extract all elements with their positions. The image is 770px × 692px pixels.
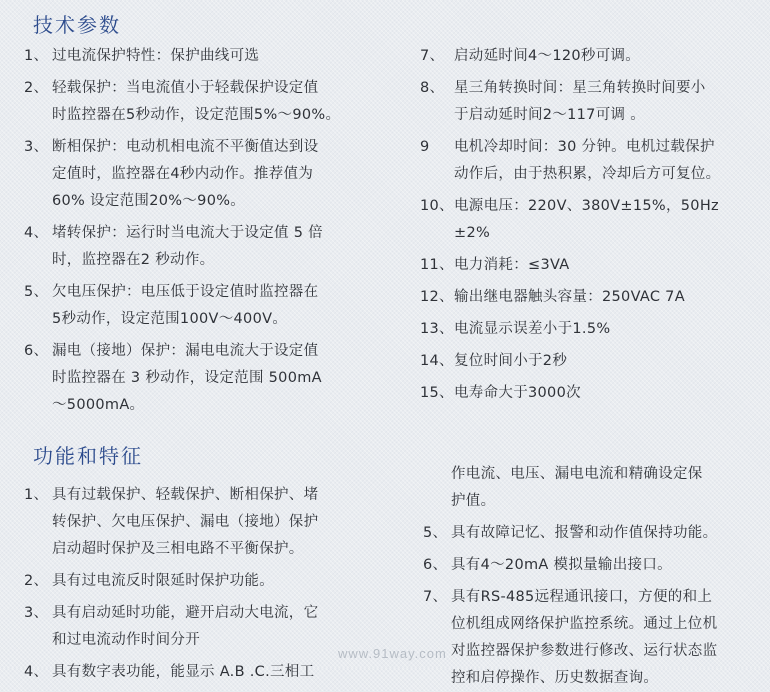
item-text: 电力消耗：≤3VA — [454, 257, 570, 273]
item-continuation-line — [423, 638, 765, 665]
item-first-line — [420, 75, 765, 102]
item-first-line — [423, 461, 765, 488]
item-text: 具有过电流反时限延时保护功能。 — [52, 573, 274, 589]
item-continuation-line — [24, 536, 409, 563]
item-text: 启动延时间4～120秒可调。 — [454, 48, 641, 64]
item-text: 具有过载保护、轻载保护、断相保护、堵 — [52, 487, 319, 503]
item-text: 60% 设定范围20%～90%。 — [52, 193, 246, 209]
item-continuation-line — [24, 102, 404, 129]
item-number: 1、 — [24, 48, 49, 64]
item-number: 12、 — [420, 289, 454, 305]
item-first-line — [24, 600, 409, 627]
list-item — [24, 568, 409, 595]
item-text: 电机冷却时间：30 分钟。电机过载保护 — [454, 139, 715, 155]
item-text: 堵转保护：运行时当电流大于设定值 5 倍 — [52, 225, 323, 241]
item-continuation-line — [24, 306, 404, 333]
section-title-features: 功能和特征 — [33, 444, 143, 468]
item-first-line — [420, 316, 765, 343]
item-continuation-line — [423, 611, 765, 638]
list-item — [24, 134, 404, 215]
item-continuation-line — [24, 365, 404, 392]
item-text: 漏电（接地）保护：漏电电流大于设定值 — [52, 343, 319, 359]
item-continuation-line — [24, 188, 404, 215]
item-text: ～5000mA。 — [52, 397, 145, 413]
item-text: 对监控器保护参数进行修改、运行状态监 — [451, 643, 718, 659]
item-number: 7、 — [423, 589, 448, 605]
list-item — [423, 461, 765, 515]
item-first-line — [24, 134, 404, 161]
item-number: 4、 — [24, 225, 49, 241]
item-text: 电寿命大于3000次 — [454, 385, 581, 401]
item-text: 作电流、电压、漏电电流和精确设定保 — [451, 466, 703, 482]
list-item — [420, 252, 765, 279]
item-text: 护值。 — [451, 493, 496, 509]
item-continuation-line — [420, 102, 765, 129]
item-number: 6、 — [24, 343, 49, 359]
item-first-line — [24, 43, 404, 70]
list-item — [420, 380, 765, 407]
list-item — [420, 316, 765, 343]
item-number: 9 — [420, 139, 430, 155]
item-first-line — [420, 252, 765, 279]
item-text: 位机组成网络保护监控系统。通过上位机 — [451, 616, 718, 632]
list-item — [24, 482, 409, 563]
item-text: 和过电流动作时间分开 — [52, 632, 200, 648]
item-continuation-line — [420, 220, 765, 247]
item-number: 5、 — [24, 284, 49, 300]
list-item — [24, 279, 404, 333]
item-number: 1、 — [24, 487, 49, 503]
item-first-line — [423, 584, 765, 611]
item-text: 具有RS-485远程通讯接口，方便的和上 — [451, 589, 713, 605]
item-continuation-line — [423, 488, 765, 515]
item-first-line — [420, 348, 765, 375]
item-first-line — [24, 568, 409, 595]
item-text: 控和启停操作、历史数据查询。 — [451, 670, 659, 686]
features-right-list — [423, 461, 765, 692]
tech-params-right-list — [420, 43, 765, 407]
item-number: 15、 — [420, 385, 454, 401]
item-first-line — [24, 220, 404, 247]
list-item — [420, 193, 765, 247]
item-text: 轻载保护：当电流值小于轻载保护设定值 — [52, 80, 319, 96]
list-item — [24, 220, 404, 274]
item-text: 时监控器在 3 秒动作，设定范围 500mA — [52, 370, 322, 386]
item-number: 3、 — [24, 139, 49, 155]
item-text: 欠电压保护：电压低于设定值时监控器在 — [52, 284, 319, 300]
item-text: 电流显示误差小于1.5% — [454, 321, 611, 337]
item-number: 3、 — [24, 605, 49, 621]
item-number: 5、 — [423, 525, 448, 541]
item-text: 具有4～20mA 模拟量输出接口。 — [451, 557, 672, 573]
item-continuation-line — [420, 161, 765, 188]
item-first-line — [24, 338, 404, 365]
item-text: 于启动延时间2～117可调 。 — [454, 107, 646, 123]
list-item — [423, 584, 765, 692]
item-text: 具有故障记忆、报警和动作值保持功能。 — [451, 525, 718, 541]
watermark: www.91way.com — [338, 646, 447, 661]
item-number: 4、 — [24, 664, 49, 680]
item-number: 8、 — [420, 80, 445, 96]
item-text: 定值时，监控器在4秒内动作。推荐值为 — [52, 166, 314, 182]
item-text: 过电流保护特性：保护曲线可选 — [52, 48, 260, 64]
item-first-line — [420, 134, 765, 161]
item-first-line — [24, 482, 409, 509]
item-first-line — [24, 279, 404, 306]
item-text: 电源电压：220V、380V±15%，50Hz — [454, 198, 719, 214]
list-item — [24, 75, 404, 129]
item-text: 5秒动作，设定范围100V～400V。 — [52, 311, 288, 327]
item-text: 具有启动延时功能，避开启动大电流，它 — [52, 605, 319, 621]
item-continuation-line — [24, 392, 404, 419]
list-item — [423, 520, 765, 547]
item-first-line — [24, 75, 404, 102]
item-continuation-line — [24, 161, 404, 188]
item-first-line — [420, 284, 765, 311]
item-text: 转保护、欠电压保护、漏电（接地）保护 — [52, 514, 319, 530]
item-text: 断相保护：电动机相电流不平衡值达到设 — [52, 139, 319, 155]
item-number: 2、 — [24, 80, 49, 96]
list-item — [24, 338, 404, 419]
list-item — [24, 659, 409, 686]
list-item — [420, 348, 765, 375]
item-text: 时，监控器在2 秒动作。 — [52, 252, 215, 268]
item-text: 输出继电器触头容量：250VAC 7A — [454, 289, 685, 305]
list-item — [423, 552, 765, 579]
tech-params-left-list — [24, 43, 404, 419]
item-number: 13、 — [420, 321, 454, 337]
item-first-line — [423, 552, 765, 579]
item-number: 11、 — [420, 257, 454, 273]
item-number: 6、 — [423, 557, 448, 573]
item-text: 星三角转换时间：星三角转换时间要小 — [454, 80, 706, 96]
item-first-line — [420, 43, 765, 70]
list-item — [420, 75, 765, 129]
list-item — [420, 134, 765, 188]
section-title-tech-params: 技术参数 — [33, 13, 121, 37]
item-continuation-line — [24, 247, 404, 274]
list-item — [420, 284, 765, 311]
item-number: 7、 — [420, 48, 445, 64]
item-number: 2、 — [24, 573, 49, 589]
item-first-line — [423, 520, 765, 547]
item-continuation-line — [423, 665, 765, 692]
item-text: 具有数字表功能，能显示 A.B .C.三相工 — [52, 664, 315, 680]
item-text: 复位时间小于2秒 — [454, 353, 568, 369]
item-first-line — [420, 193, 765, 220]
list-item — [420, 43, 765, 70]
item-first-line — [420, 380, 765, 407]
item-text: 动作后，由于热积累，冷却后方可复位。 — [454, 166, 721, 182]
item-number: 10、 — [420, 198, 454, 214]
item-text: ±2% — [454, 225, 491, 241]
item-number: 14、 — [420, 353, 454, 369]
item-first-line — [24, 659, 409, 686]
item-text: 启动超时保护及三相电路不平衡保护。 — [52, 541, 304, 557]
list-item — [24, 43, 404, 70]
item-text: 时监控器在5秒动作，设定范围5%～90%。 — [52, 107, 341, 123]
item-continuation-line — [24, 509, 409, 536]
